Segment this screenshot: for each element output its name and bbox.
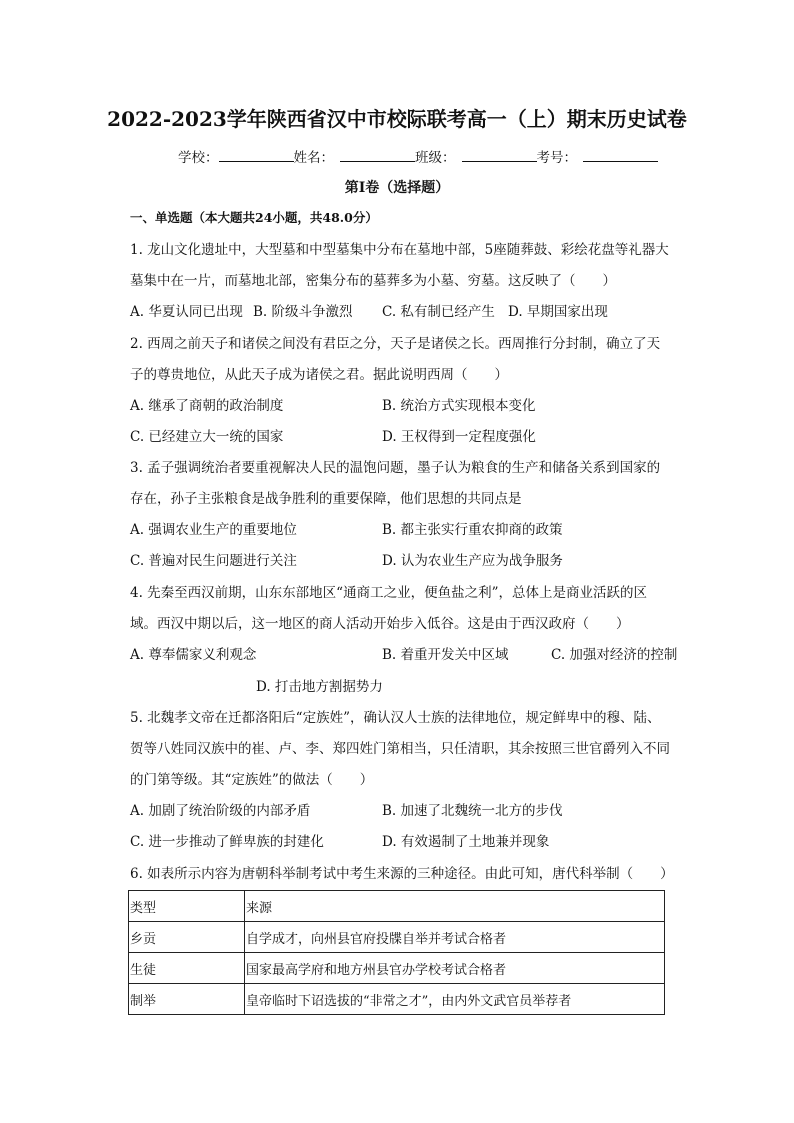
table-cell: 制举 xyxy=(129,984,245,1015)
student-info-line xyxy=(178,146,658,166)
q5-option-a[interactable]: A. 加剧了统治阶级的内部矛盾 xyxy=(130,803,311,819)
q4-line1: 4. 先秦至西汉前期，山东东部地区“通商工之业，便鱼盐之利”，总体上是商业活跃的区 xyxy=(130,585,647,601)
q3-option-a[interactable]: A. 强调农业生产的重要地位 xyxy=(130,522,297,538)
q5-line1: 5. 北魏孝文帝在迁都洛阳后“定族姓”，确认汉人士族的法律地位，规定鲜卑中的穆、陆、 xyxy=(130,710,661,726)
table-row xyxy=(129,984,665,1015)
q5-option-b[interactable]: B. 加速了北魏统一北方的步伐 xyxy=(382,803,563,819)
school-label: 学校： xyxy=(178,150,219,166)
q1-option-c[interactable]: C. 私有制已经产生 xyxy=(382,304,495,320)
q3-line2: 存在，孙子主张粮食是战争胜利的重要保障，他们思想的共同点是 xyxy=(130,491,522,507)
table-cell: 皇帝临时下诏选拔的“非常之才”，由内外文武官员举荐者 xyxy=(245,984,665,1015)
q1-option-a[interactable]: A. 华夏认同已出现 xyxy=(130,304,243,320)
q2-line1: 2. 西周之前天子和诸侯之间没有君臣之分，天子是诸侯之长。西周推行分封制，确立了天 xyxy=(130,336,661,352)
exam-no-blank[interactable] xyxy=(583,148,658,162)
q3-option-d[interactable]: D. 认为农业生产应为战争服务 xyxy=(382,553,563,569)
q1-option-d[interactable]: D. 早期国家出现 xyxy=(508,304,608,320)
q4-option-a[interactable]: A. 尊奉儒家义利观念 xyxy=(130,647,257,663)
q1-line1: 1. 龙山文化遗址中，大型墓和中型墓集中分布在墓地中部，5座随葬鼓、彩绘花盘等礼器大 xyxy=(130,242,669,258)
table-header-row xyxy=(129,891,665,922)
table-row xyxy=(129,922,665,953)
school-blank[interactable] xyxy=(219,148,294,162)
class-blank[interactable] xyxy=(462,148,537,162)
table-row xyxy=(129,953,665,984)
q2-option-a[interactable]: A. 继承了商朝的政治制度 xyxy=(130,398,284,414)
name-blank[interactable] xyxy=(340,148,415,162)
table-header-cell: 类型 xyxy=(129,891,245,922)
q3-option-c[interactable]: C. 普遍对民生问题进行关注 xyxy=(130,553,297,569)
class-label: 班级： xyxy=(415,150,456,166)
exam-source-table xyxy=(128,890,665,1015)
section-title: 第Ⅰ卷（选择题） xyxy=(344,180,450,196)
q4-option-d[interactable]: D. 打击地方割据势力 xyxy=(256,679,383,695)
q1-option-b[interactable]: B. 阶级斗争激烈 xyxy=(253,304,353,320)
q2-option-d[interactable]: D. 王权得到一定程度强化 xyxy=(382,429,536,445)
table-cell: 生徒 xyxy=(129,953,245,984)
q1-line2: 墓集中在一片，而墓地北部，密集分布的墓葬多为小墓、穷墓。这反映了（ ） xyxy=(130,273,616,289)
q4-option-c[interactable]: C. 加强对经济的控制 xyxy=(551,647,678,663)
exam-no-label: 考号： xyxy=(536,150,577,166)
q2-option-b[interactable]: B. 统治方式实现根本变化 xyxy=(382,398,536,414)
q3-option-b[interactable]: B. 都主张实行重农抑商的政策 xyxy=(382,522,563,538)
q5-option-d[interactable]: D. 有效遏制了土地兼并现象 xyxy=(382,834,550,850)
q5-option-c[interactable]: C. 进一步推动了鲜卑族的封建化 xyxy=(130,834,324,850)
q4-line2: 域。西汉中期以后，这一地区的商人活动开始步入低谷。这是由于西汉政府（ ） xyxy=(130,616,630,632)
q5-line2: 贺等八姓同汉族中的崔、卢、李、郑四姓门第相当，只任清职，其余按照三世官爵列入不同 xyxy=(130,741,670,757)
name-label: 姓名： xyxy=(293,150,334,166)
part-heading: 一、单选题（本大题共24小题，共48.0分） xyxy=(130,210,378,225)
q6-line1: 6. 如表所示内容为唐朝科举制考试中考生来源的三种途径。由此可知，唐代科举制（ ） xyxy=(130,866,674,882)
q5-line3: 的门第等级。其“定族姓”的做法（ ） xyxy=(130,772,374,788)
table-cell: 国家最高学府和地方州县官办学校考试合格者 xyxy=(245,953,665,984)
q2-line2: 子的尊贵地位，从此天子成为诸侯之君。据此说明西周（ ） xyxy=(130,367,508,383)
table-cell: 自学成才，向州县官府投牒自举并考试合格者 xyxy=(245,922,665,953)
table-cell: 乡贡 xyxy=(129,922,245,953)
table-header-cell: 来源 xyxy=(245,891,665,922)
q3-line1: 3. 孟子强调统治者要重视解决人民的温饱问题，墨子认为粮食的生产和储备关系到国家的 xyxy=(130,460,661,476)
q4-option-b[interactable]: B. 着重开发关中区域 xyxy=(382,647,509,663)
exam-title: 2022-2023学年陕西省汉中市校际联考高一（上）期末历史试卷 xyxy=(107,107,687,131)
q2-option-c[interactable]: C. 已经建立大一统的国家 xyxy=(130,429,284,445)
